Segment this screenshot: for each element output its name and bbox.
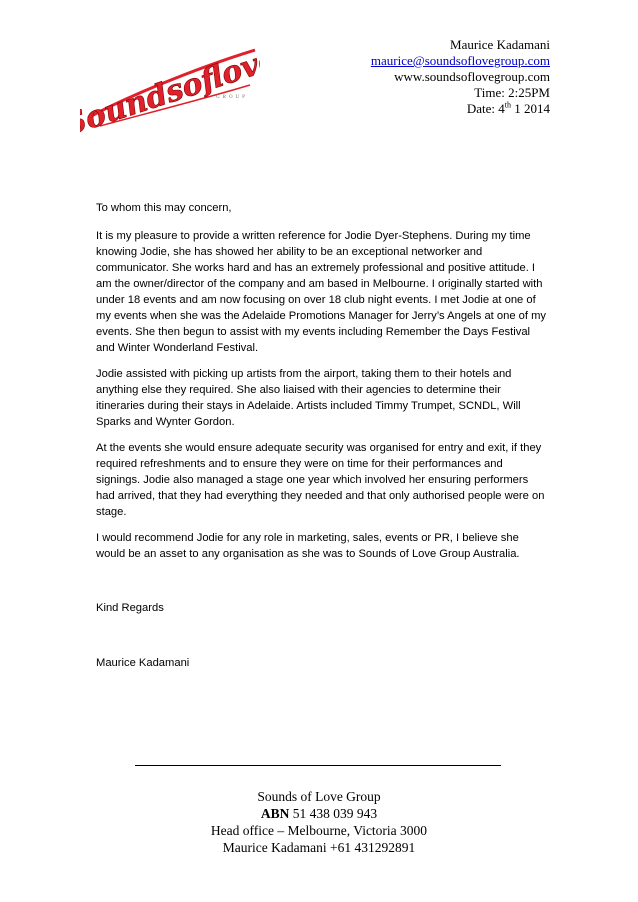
paragraph-4: I would recommend Jodie for any role in marketing, sales, events or PR, I believe she would be an asset to any organisation as she was to Sounds of Love Group Australia. <box>96 532 520 560</box>
letter-date: Date: 4th 1 2014 <box>466 100 550 116</box>
closing: Kind Regards <box>96 602 164 614</box>
footer-company: Sounds of Love Group <box>257 789 381 804</box>
sender-website: www.soundsoflovegroup.com <box>394 69 550 84</box>
paragraph-1: It is my pleasure to provide a written reference for Jodie Dyer-Stephens. During my time knowing Jodie, she has showed her ability to be an exceptional networker and communicator. She works hard and has an extremely professional and positive attitude. I am the owner/director of the company and am based in Melbourne. I originally started with under 18 events and am now focusing on over 18 club night events. I met Jodie at one of my events when she was the Adelaide Promotions Manager for Jerry’s Angels at one of my events. She then begun to assist with my events including Remember the Days Festival and Winter Wonderland Festival. <box>96 230 547 354</box>
footer-office: Head office – Melbourne, Victoria 3000 <box>210 823 428 838</box>
sender-email-link[interactable]: maurice@soundsoflovegroup.com <box>370 53 550 68</box>
letter-footer <box>0 788 638 856</box>
sender-name: Maurice Kadamani <box>450 37 550 52</box>
footer-contact: Maurice Kadamani +61 431292891 <box>222 840 416 855</box>
salutation: To whom this may concern, <box>96 202 232 214</box>
paragraph-3: At the events she would ensure adequate security was organised for entry and exit, if they required refreshments and to ensure they were on time for their performances and signings. Jodie also managed a stage one year which involved her ensuring performers had arrived, that they had everything they needed and that only authorised people were on stage. <box>96 442 545 518</box>
company-logo <box>80 30 260 135</box>
footer-divider <box>135 765 501 766</box>
letter-body <box>96 200 548 671</box>
logo-group-word: GROUP <box>216 95 248 100</box>
letter-time: Time: 2:25PM <box>474 85 550 100</box>
sender-info <box>371 37 550 117</box>
paragraph-2: Jodie assisted with picking up artists from the airport, taking them to their hotels and anything else they required. She also liaised with their agencies to determine their itineraries during their stays in Adelaide. Artists included Timmy Trumpet, SCNDL, Will Sparks and Wynter Gordon. <box>96 368 521 428</box>
logo-graphic <box>80 30 260 135</box>
signature-name: Maurice Kadamani <box>96 657 190 669</box>
logo-text: Soundsoflove <box>80 41 260 135</box>
footer-abn: ABN 51 438 039 943 <box>260 806 378 821</box>
